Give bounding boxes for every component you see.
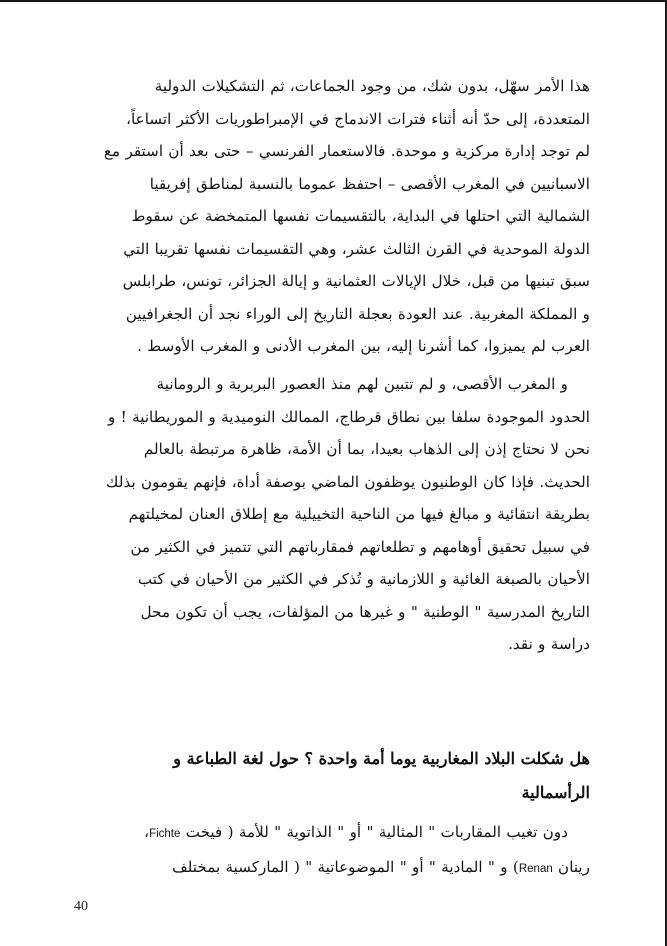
text-segment: دون تغيب المقاربات " المثالية " أو " الذاتوية " للأمة ( فيخت — [180, 823, 568, 841]
text-line: و المملكة المغربية. عند العودة بعجلة التاريخ إلى الوراء نجد أن الجغرافيين — [125, 304, 590, 323]
text-line: العرب لم يميزوا، كما أشرنا إليه، بين المغرب الأدنى و المغرب الأوسط . — [137, 337, 590, 355]
text-line: الشمالية التي احتلها في البداية، بالتقسيمات نفسها المتمخضة عن سقوط — [131, 207, 590, 225]
heading-line: هل شكلت البلاد المغاربية يوما أمة واحدة ؟ حول لغة الطباعة و — [173, 749, 590, 768]
section-heading — [76, 742, 590, 810]
text-line: بطريقة انتقائية و مبالغ فيها من الناحية التخييلية مع إطلاق العنان لمخيلتهم — [128, 505, 590, 523]
text-line — [76, 851, 590, 886]
text-segment: ، — [144, 823, 150, 841]
text-line: نحن لا نحتاج إذن إلى الذهاب بعيدا، بما أن الأمة، ظاهرة مرتبطة بالعالم — [143, 440, 590, 458]
text-line: دراسة و نقد. — [508, 635, 590, 653]
text-line: الحدود الموجودة سلفا بين نطاق قرطاج، الممالك النوميدية و الموريطانية ! و — [108, 407, 590, 426]
latin-term: Renan — [518, 862, 553, 875]
paragraph-1 — [76, 70, 590, 363]
page-number: 40 — [74, 899, 88, 914]
text-line: سبق تبنيها من قبل، خلال الإيالات العثمانية و إيالة الجزائر، تونس، طرابلس — [122, 272, 590, 290]
text-line — [76, 816, 590, 851]
text-segment: ) و " المادية " أو " الموضوعاتية " ( الماركسية بمختلف — [172, 857, 519, 876]
latin-term: Fichte — [149, 828, 181, 840]
text-line: الدولة الموحدية في القرن الثالث عشر، وهي التقسيمات نفسها تقريبا التي — [123, 239, 590, 258]
text-line: في سبيل تحقيق أوهامهم و تطلعاتهم فمقارباتهم التي تتميز في الكثير من — [130, 537, 590, 556]
text-segment: رينان — [552, 857, 590, 876]
paragraph-2 — [76, 368, 590, 661]
text-line: هذا الأمر سهّل، بدون شك، من وجود الجماعات، ثم التشكيلات الدولية — [154, 77, 590, 95]
text-line: الحديث. فإذا كان الوطنيون يوظفون الماضي بوصفة أداة، فإنهم يقومون بذلك — [106, 472, 590, 491]
page-border-top — [0, 0, 667, 2]
text-line: المتعددة، إلى حدّ أنه أثناء فترات الاندماج في الإمبراطوريات الأكثر اتساعاً، — [126, 109, 590, 128]
text-line: و المغرب الأقصى، و لم تتبين لهم منذ العصور البربرية و الرومانية — [156, 375, 568, 393]
paragraph-3 — [76, 816, 590, 885]
text-line: الأحيان بالصبغة الغائية و اللازمانية و تُذكر في الكثير من الأحيان في كتب — [137, 570, 590, 588]
heading-line: الرأسمالية — [521, 783, 590, 802]
text-line: الاسبانيين في المغرب الأقصى – احتفظ عموما بالنسبة لمناطق إفريقيا — [149, 174, 590, 193]
text-line: التاريخ المدرسية " الوطنية " و غيرها من المؤلفات، يجب أن تكون محل — [140, 602, 590, 621]
text-line: لم توجد إدارة مركزية و موحدة. فالاستعمار الفرنسي – حتى بعد أن استقر مع — [103, 142, 590, 160]
